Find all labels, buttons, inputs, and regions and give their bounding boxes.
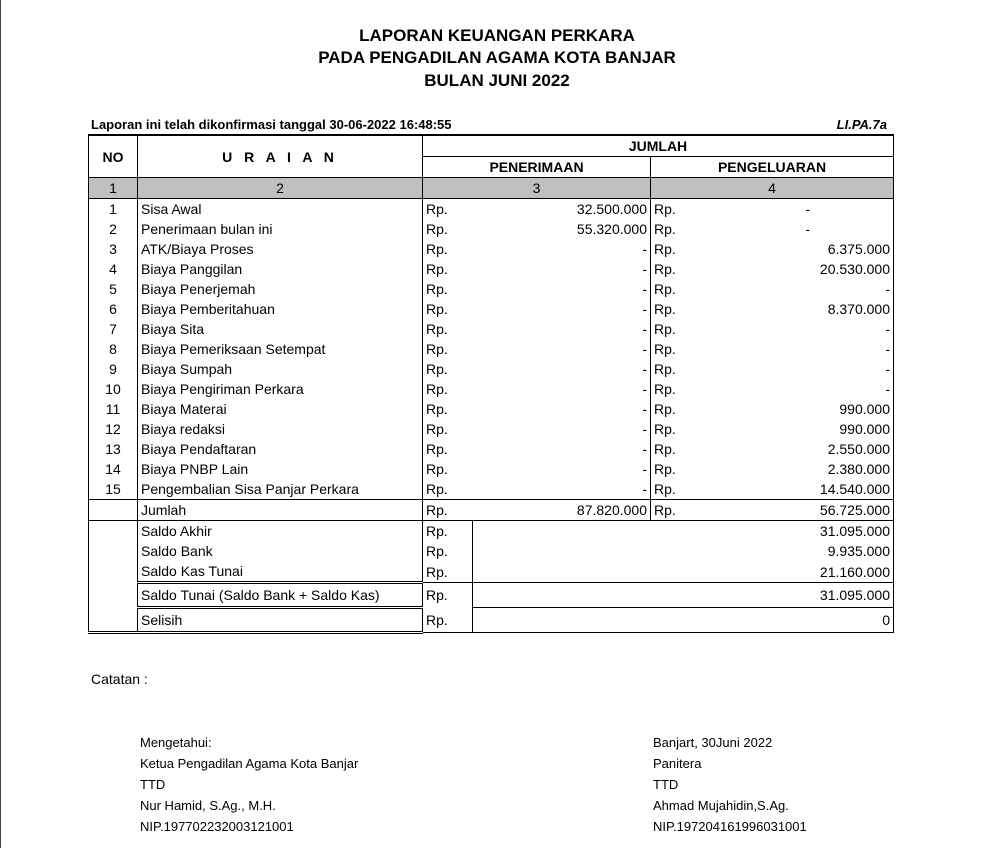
signature-right xyxy=(653,732,807,837)
row-description: Biaya Penerjemah xyxy=(138,279,423,299)
currency-label: Rp. xyxy=(426,261,448,277)
currency-label: Rp. xyxy=(654,261,676,277)
sig-left-line2: Ketua Pengadilan Agama Kota Banjar xyxy=(140,756,359,771)
currency-label: Rp. xyxy=(423,583,473,608)
penerimaan-value: 55.320.000 xyxy=(473,219,651,239)
header-no: NO xyxy=(89,135,138,178)
sig-left-nip: NIP.197702232003121001 xyxy=(140,819,294,834)
sig-right-name: Ahmad Mujahidin,S.Ag. xyxy=(653,798,789,813)
financial-report-table xyxy=(88,134,894,634)
saldo-kas-value: 21.160.000 xyxy=(473,561,894,583)
note-label: Catatan : xyxy=(91,671,148,687)
pengeluaran-value: - xyxy=(723,199,894,220)
jumlah-no-cell xyxy=(89,500,138,521)
col-number-2: 2 xyxy=(138,178,423,199)
row-number: 10 xyxy=(89,379,138,399)
saldo-akhir-row xyxy=(89,521,894,542)
currency-label: Rp. xyxy=(654,361,676,377)
table-row xyxy=(89,359,894,379)
currency-label: Rp. xyxy=(426,481,448,497)
pengeluaran-value: - xyxy=(723,339,894,359)
pengeluaran-value: 2.550.000 xyxy=(723,439,894,459)
row-description: Biaya Materai xyxy=(138,399,423,419)
report-subtitle: PADA PENGADILAN AGAMA KOTA BANJAR xyxy=(318,48,676,67)
penerimaan-value: - xyxy=(473,419,651,439)
saldo-no-cell xyxy=(89,521,138,633)
row-number: 1 xyxy=(89,199,138,220)
jumlah-pengeluaran: 56.725.000 xyxy=(723,500,894,521)
currency-label: Rp. xyxy=(654,381,676,397)
pengeluaran-value: - xyxy=(723,219,894,239)
currency-label: Rp. xyxy=(654,241,676,257)
penerimaan-value: - xyxy=(473,239,651,259)
table-row xyxy=(89,419,894,439)
header-pengeluaran: PENGELUARAN xyxy=(651,157,894,178)
currency-label: Rp. xyxy=(426,441,448,457)
table-row xyxy=(89,439,894,459)
currency-label: Rp. xyxy=(426,281,448,297)
table-row xyxy=(89,199,894,220)
header-row-1 xyxy=(89,135,894,157)
pengeluaran-value: 20.530.000 xyxy=(723,259,894,279)
header-penerimaan: PENERIMAAN xyxy=(423,157,651,178)
sig-right-line1: Banjart, 30Juni 2022 xyxy=(653,735,773,750)
row-number: 7 xyxy=(89,319,138,339)
sig-right-nip: NIP.197204161996031001 xyxy=(653,819,807,834)
currency-label: Rp. xyxy=(654,401,676,417)
currency-label: Rp. xyxy=(426,461,448,477)
sig-right-line3: TTD xyxy=(653,777,679,792)
currency-label: Rp. xyxy=(426,381,448,397)
pengeluaran-value: 990.000 xyxy=(723,399,894,419)
penerimaan-value: - xyxy=(473,479,651,500)
currency-label: Rp. xyxy=(654,201,676,217)
table-row xyxy=(89,219,894,239)
saldo-tunai-row xyxy=(89,583,894,608)
page-left-border xyxy=(0,0,1,848)
currency-label: Rp. xyxy=(654,341,676,357)
penerimaan-value: - xyxy=(473,279,651,299)
currency-label: Rp. xyxy=(654,461,676,477)
jumlah-row xyxy=(89,500,894,521)
penerimaan-value: - xyxy=(473,259,651,279)
pengeluaran-value: - xyxy=(723,379,894,399)
currency-label: Rp. xyxy=(654,281,676,297)
penerimaan-value: - xyxy=(473,399,651,419)
header-uraian: U R A I A N xyxy=(138,135,423,178)
row-description: Penerimaan bulan ini xyxy=(138,219,423,239)
row-number: 6 xyxy=(89,299,138,319)
currency-label: Rp. xyxy=(426,241,448,257)
currency-label: Rp. xyxy=(426,301,448,317)
currency-label: Rp. xyxy=(426,361,448,377)
report-title: LAPORAN KEUANGAN PERKARA xyxy=(359,26,635,45)
currency-label: Rp. xyxy=(423,500,473,521)
row-description: Biaya Pemberitahuan xyxy=(138,299,423,319)
selisih-row xyxy=(89,608,894,633)
penerimaan-value: - xyxy=(473,459,651,479)
selisih-label: Selisih xyxy=(138,608,423,633)
currency-label: Rp. xyxy=(651,500,723,521)
currency-label: Rp. xyxy=(426,421,448,437)
table-row xyxy=(89,239,894,259)
report-period: BULAN JUNI 2022 xyxy=(424,71,570,90)
row-number: 2 xyxy=(89,219,138,239)
currency-label: Rp. xyxy=(426,201,448,217)
row-description: Biaya Sumpah xyxy=(138,359,423,379)
penerimaan-value: - xyxy=(473,339,651,359)
saldo-tunai-label: Saldo Tunai (Saldo Bank + Saldo Kas) xyxy=(138,583,423,608)
currency-label: Rp. xyxy=(426,321,448,337)
pengeluaran-value: - xyxy=(723,359,894,379)
saldo-kas-row xyxy=(89,561,894,583)
col-number-4: 4 xyxy=(651,178,894,199)
col-number-3: 3 xyxy=(423,178,651,199)
pengeluaran-value: 8.370.000 xyxy=(723,299,894,319)
row-number: 15 xyxy=(89,479,138,500)
row-description: Biaya PNBP Lain xyxy=(138,459,423,479)
currency-label: Rp. xyxy=(423,521,473,542)
currency-label: Rp. xyxy=(654,221,676,237)
col-number-1: 1 xyxy=(89,178,138,199)
currency-label: Rp. xyxy=(426,221,448,237)
pengeluaran-value: - xyxy=(723,279,894,299)
currency-label: Rp. xyxy=(426,401,448,417)
sig-left-name: Nur Hamid, S.Ag., M.H. xyxy=(140,798,276,813)
row-number: 8 xyxy=(89,339,138,359)
row-description: Biaya Panggilan xyxy=(138,259,423,279)
table-row xyxy=(89,399,894,419)
saldo-bank-label: Saldo Bank xyxy=(138,541,423,561)
signature-left xyxy=(140,732,358,837)
row-number: 4 xyxy=(89,259,138,279)
row-description: Sisa Awal xyxy=(138,199,423,220)
row-description: Biaya Pemeriksaan Setempat xyxy=(138,339,423,359)
row-number: 14 xyxy=(89,459,138,479)
table-row xyxy=(89,379,894,399)
penerimaan-value: - xyxy=(473,359,651,379)
pengeluaran-value: 2.380.000 xyxy=(723,459,894,479)
row-description: Biaya Pengiriman Perkara xyxy=(138,379,423,399)
row-description: Pengembalian Sisa Panjar Perkara xyxy=(138,479,423,500)
currency-label: Rp. xyxy=(423,608,473,633)
table-row xyxy=(89,259,894,279)
row-number: 12 xyxy=(89,419,138,439)
table-row xyxy=(89,459,894,479)
row-description: ATK/Biaya Proses xyxy=(138,239,423,259)
selisih-value: 0 xyxy=(473,608,894,633)
currency-label: Rp. xyxy=(654,421,676,437)
table-row xyxy=(89,299,894,319)
confirmation-text: Laporan ini telah dikonfirmasi tanggal 30-06-2022 16:48:55 xyxy=(91,117,452,132)
pengeluaran-value: 6.375.000 xyxy=(723,239,894,259)
penerimaan-value: - xyxy=(473,439,651,459)
penerimaan-value: - xyxy=(473,299,651,319)
row-description: Biaya Sita xyxy=(138,319,423,339)
table-row xyxy=(89,319,894,339)
row-description: Biaya redaksi xyxy=(138,419,423,439)
sig-left-line3: TTD xyxy=(140,777,166,792)
header-jumlah: JUMLAH xyxy=(423,135,894,157)
currency-label: Rp. xyxy=(654,301,676,317)
sig-right-line2: Panitera xyxy=(653,756,702,771)
currency-label: Rp. xyxy=(654,481,676,497)
column-number-row xyxy=(89,178,894,199)
sig-left-line1: Mengetahui: xyxy=(140,735,212,750)
form-code: LI.PA.7a xyxy=(836,117,887,132)
table-row xyxy=(89,279,894,299)
row-number: 9 xyxy=(89,359,138,379)
currency-label: Rp. xyxy=(426,341,448,357)
saldo-akhir-label: Saldo Akhir xyxy=(138,521,423,542)
currency-label: Rp. xyxy=(654,441,676,457)
saldo-bank-value: 9.935.000 xyxy=(473,541,894,561)
penerimaan-value: - xyxy=(473,319,651,339)
row-description: Biaya Pendaftaran xyxy=(138,439,423,459)
saldo-tunai-value: 31.095.000 xyxy=(473,583,894,608)
pengeluaran-value: 14.540.000 xyxy=(723,479,894,500)
penerimaan-value: 32.500.000 xyxy=(473,199,651,220)
saldo-bank-row xyxy=(89,541,894,561)
pengeluaran-value: 990.000 xyxy=(723,419,894,439)
table-row xyxy=(89,479,894,500)
currency-label: Rp. xyxy=(423,561,473,583)
pengeluaran-value: - xyxy=(723,319,894,339)
penerimaan-value: - xyxy=(473,379,651,399)
saldo-akhir-value: 31.095.000 xyxy=(473,521,894,542)
jumlah-penerimaan: 87.820.000 xyxy=(473,500,651,521)
row-number: 3 xyxy=(89,239,138,259)
table-row xyxy=(89,339,894,359)
row-number: 13 xyxy=(89,439,138,459)
currency-label: Rp. xyxy=(654,321,676,337)
currency-label: Rp. xyxy=(423,541,473,561)
row-number: 5 xyxy=(89,279,138,299)
saldo-kas-label: Saldo Kas Tunai xyxy=(138,561,423,583)
row-number: 11 xyxy=(89,399,138,419)
jumlah-label: Jumlah xyxy=(138,500,423,521)
